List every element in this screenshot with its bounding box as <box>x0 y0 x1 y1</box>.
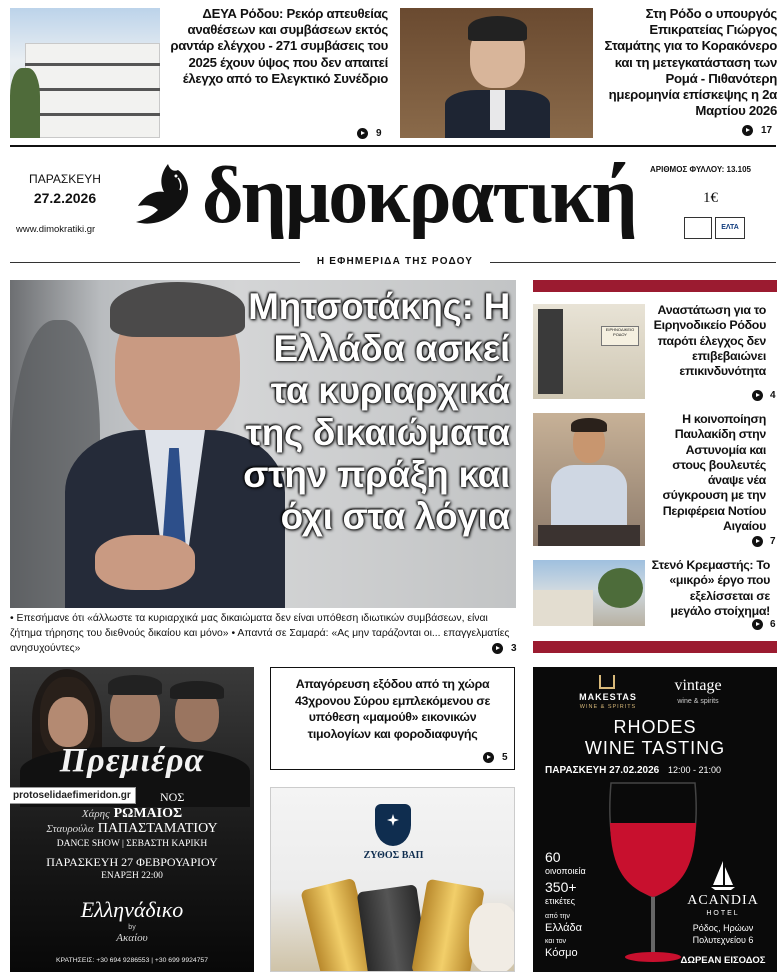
ad-wine-stat2-label: ετικέτες <box>545 896 575 906</box>
sailboat-icon <box>709 859 737 891</box>
ad-wine-hotel: ACANDIA <box>687 893 759 908</box>
ad-wine-title1: RHODES <box>613 717 697 737</box>
ad-wine-origin1-prefix: από την <box>545 913 570 920</box>
middle-story-page: 5 <box>483 752 508 763</box>
side-story-3-headline[interactable]: Στενό Κρεμαστής: Το «μικρό» έργο που εξελίσσεται σε μεγάλο στοίχημα! <box>651 558 770 618</box>
ad-wine-brand2: vintage <box>674 677 722 694</box>
lead-headline[interactable]: Μητσοτάκης: Η Ελλάδα ασκεί τα κυριαρχικά της δικαιώματα στην πράξη και όχι στα λόγια <box>243 286 510 537</box>
ad-beer-brand: ΖΥΘΟΣ ΒΑΠ <box>363 850 424 861</box>
ad-wine-brand1: MAKESTAS <box>579 692 637 702</box>
arrow-circle-icon <box>483 752 494 763</box>
ad-wine-title2: WINE TASTING <box>584 738 726 758</box>
arrow-circle-icon <box>357 128 368 139</box>
ad-wine-stat2-num: 350+ <box>545 879 577 895</box>
ad-nightclub-venue: Ελληνάδικο <box>80 897 184 922</box>
ad-wine-origin2-prefix: και τον <box>545 938 567 945</box>
ad-nightclub-date: ΠΑΡΑΣΚΕΥΗ 27 ΦΕΒΡΟΥΑΡΙΟΥ <box>46 855 218 869</box>
ad-nightclub-contact: ΚΡΑΤΗΣΕΙΣ: +30 694 9286553 | +30 699 9924757 <box>55 957 208 964</box>
side-story-1-photo[interactable]: ΕΙΡΗΝΟΔΙΚΕΙΟ ΡΟΔΟΥ <box>533 304 645 399</box>
teaser-left-photo[interactable] <box>10 8 160 138</box>
price: 1€ <box>703 190 718 206</box>
ad-wine-origin1: Ελλάδα <box>545 922 583 934</box>
ad-wine-stat1-num: 60 <box>545 849 561 865</box>
middle-story-box[interactable] <box>270 667 515 770</box>
masthead-rule-left <box>10 262 300 263</box>
watermark: protoselidaefimeridon.gr <box>10 787 136 804</box>
ad-nightclub-venue-sub: by <box>128 924 136 931</box>
ad-wine-stat1-label: οινοποιεία <box>545 866 586 876</box>
arrow-circle-icon <box>492 643 503 654</box>
teaser-right-photo[interactable] <box>400 8 593 138</box>
ad-nightclub-title: Πρεμιέρα <box>59 742 205 779</box>
middle-story-headline: Απαγόρευση εξόδου από τη χώρα 43χρονου Σύρου εμπλεκόμενου σε υπόθεση «μαμούθ» εικονικών τιμολογίων και φοροδιαφυγής <box>294 677 491 741</box>
side-story-2-page: 7 <box>752 536 776 547</box>
postage-box <box>684 217 712 239</box>
side-story-3-page: 6 <box>752 619 776 630</box>
ad-wine[interactable] <box>533 667 777 972</box>
arrow-circle-icon <box>742 125 753 136</box>
side-bottom-bar <box>533 641 777 653</box>
teaser-left-headline[interactable]: ΔΕΥΑ Ρόδου: Ρεκόρ απευθείας αναθέσεων και συμβάσεων εκτός ραντάρ ελέγχου - 271 συμβάσεις του 2025 έχουν ύψος που δεν απαιτεί έλεγχο από το Ελεγκτικό Συνέδριο <box>170 6 388 86</box>
lead-page: 3 <box>492 643 517 654</box>
ad-wine-brand2-sub: wine & spirits <box>677 698 719 705</box>
teaser-right-headline[interactable]: Στη Ρόδο ο υπουργός Επικρατείας Γιώργος Σταμάτης για το Κορακόνερο και τη μετεγκατάσταση των Ρομά - Πιθανότερη ημερομηνία επίσκεψης η 2α Μαρτίου 2026 <box>604 6 777 119</box>
ad-nightclub-venue-brand: Ακαίου <box>116 932 148 944</box>
ad-wine-address1: Ρόδος, Ηρώων <box>692 923 754 933</box>
side-story-2-headline[interactable]: Η κοινοποίηση Παυλακίδη στην Αστυνομία και στους βουλευτές άναψε νέα σύγκρουση με την Περιφέρεια Νοτίου Αιγαίου <box>662 412 766 534</box>
ad-nightclub-line3: Σταυρούλα ΠΑΠΑΣΤΑΜΑΤΙΟΥ <box>46 821 218 836</box>
side-story-1-headline[interactable]: Αναστάτωση για το Ειρηνοδικείο Ρόδου παρότι έλεγχος δεν επιβεβαιώνει επικινδυνότητα <box>653 303 766 379</box>
ad-wine-address2: Πολυτεχνείου 6 <box>692 935 754 945</box>
ad-wine-brand1-sub: WINE & SPIRITS <box>579 704 637 710</box>
issue-date: 27.2.2026 <box>33 190 97 206</box>
arrow-circle-icon <box>752 390 763 401</box>
ad-nightclub-start: ΕΝΑΡΞΗ 22:00 <box>101 871 163 881</box>
dove-logo-icon <box>130 160 198 230</box>
teaser-left-page: 9 <box>357 128 382 139</box>
issue-number: ΑΡΙΘΜΟΣ ΦΥΛΛΟΥ: 13.105 <box>650 165 751 174</box>
side-story-1-page: 4 <box>752 390 776 401</box>
ad-nightclub-line4: DANCE SHOW | ΣΕΒΑΣΤΗ ΚΑΡΙΚΗ <box>56 839 208 849</box>
makestas-logo-icon <box>599 675 615 689</box>
ad-beer[interactable] <box>270 787 515 972</box>
ad-wine-entry: ΔΩΡΕΑΝ ΕΙΣΟΔΟΣ <box>680 955 766 966</box>
ad-nightclub-line1: ΝΟΣ <box>160 790 185 804</box>
side-story-3-photo[interactable] <box>533 560 645 626</box>
ad-wine-hotel-sub: HOTEL <box>706 910 740 917</box>
ad-nightclub-line2: Χάρης ΡΩΜΑΙΟΣ <box>81 806 183 821</box>
side-story-2-photo[interactable] <box>533 413 645 546</box>
top-divider <box>10 145 776 147</box>
side-top-bar <box>533 280 777 292</box>
teaser-right-page: 17 <box>742 125 772 136</box>
ad-nightclub[interactable] <box>10 667 254 972</box>
arrow-circle-icon <box>752 619 763 630</box>
newspaper-title: δημοκρατική <box>202 152 636 240</box>
website-link[interactable]: www.dimokratiki.gr <box>16 224 96 235</box>
tagline: Η ΕΦΗΜΕΡΙΔΑ ΤΗΣ ΡΟΔΟΥ <box>316 256 474 267</box>
arrow-circle-icon <box>752 536 763 547</box>
elta-logo: ΕΛΤΑ <box>715 217 745 239</box>
ad-wine-origin2: Κόσμο <box>545 947 578 959</box>
lead-summary[interactable]: • Επεσήμανε ότι «άλλωστε τα κυριαρχικά μας δικαιώματα δεν είναι υπόθεση ιδιωτικών συμβάσεων, είναι ζήτημα τήρησης του διεθνούς δικαίου και μόνο» • Απαντά σε Σαμαρά: «Ας μην ταράζονται οι... επαγγελματίες ανησυχούντες» <box>10 613 510 655</box>
masthead-rule-right <box>490 262 776 263</box>
ad-wine-date: ΠΑΡΑΣΚΕΥΗ 27.02.2026 12:00 - 21:00 <box>545 765 722 776</box>
issue-day: ΠΑΡΑΣΚΕΥΗ <box>29 172 101 186</box>
